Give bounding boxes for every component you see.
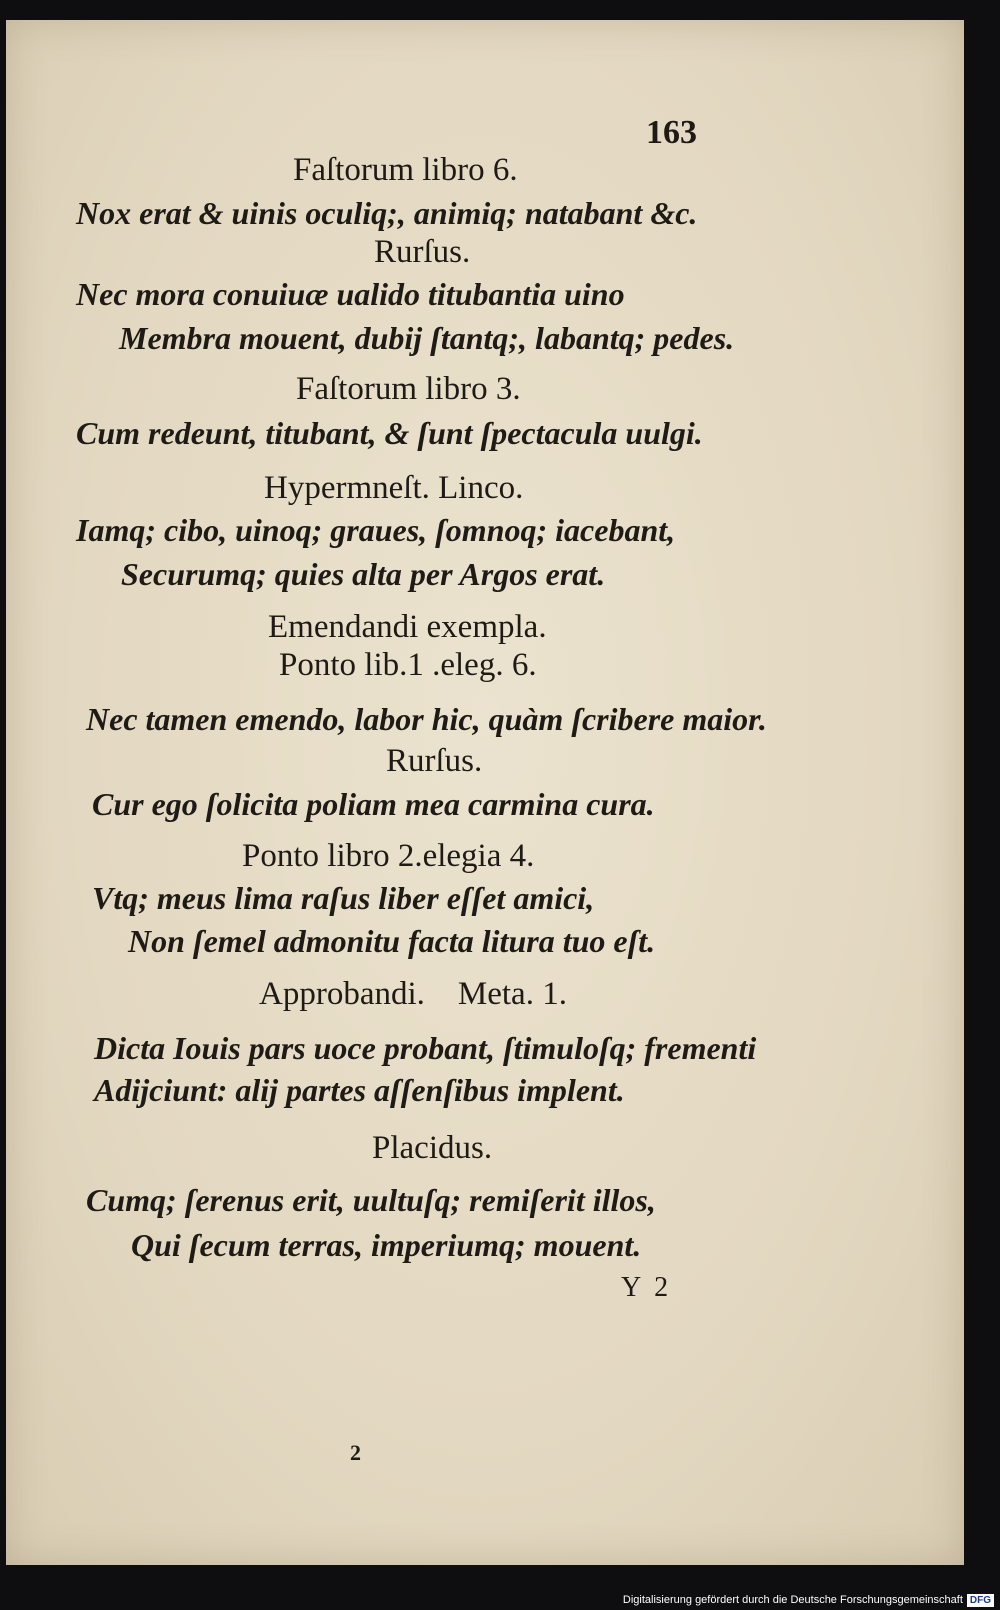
verse-line: Nec tamen emendo, labor hic, quàm ſcribere maior.	[86, 701, 767, 737]
credit-text: Digitalisierung gefördert durch die Deutsche Forschungsgemeinschaft	[622, 1594, 963, 1606]
verse-line: Non ſemel admonitu facta litura tuo eſt.	[128, 923, 656, 959]
dfg-logo: DFG	[967, 1594, 994, 1607]
digitization-credit	[623, 1591, 994, 1609]
heading-ponto-2: Ponto libro 2.elegia 4.	[242, 838, 535, 874]
catchword: 2	[350, 1440, 361, 1465]
verse-line: Cum redeunt, titubant, & ſunt ſpectacula uulgi.	[76, 415, 703, 451]
heading-approbandi: Approbandi. Meta. 1.	[259, 976, 567, 1012]
verse-line: Iamq; cibo, uinoq; graues, ſomnoq; iacebant,	[76, 512, 676, 548]
verse-line: Nec mora conuiuæ ualido titubantia uino	[76, 276, 625, 312]
verse-line: Cumq; ſerenus erit, uultuſq; remiſerit illos,	[86, 1182, 656, 1218]
verse-line: Vtq; meus lima raſus liber eſſet amici,	[92, 880, 595, 916]
heading-rursus: Rurſus.	[374, 234, 471, 270]
heading-rursus: Rurſus.	[386, 743, 483, 779]
verse-line: Qui ſecum terras, imperiumq; mouent.	[131, 1227, 642, 1263]
verse-line: Dicta Iouis pars uoce probant, ſtimuloſq; frementi	[94, 1030, 757, 1066]
heading-emendandi: Emendandi exempla.	[268, 609, 547, 645]
heading-ponto-1: Ponto lib.1 .eleg. 6.	[279, 647, 537, 683]
heading-hypermnest: Hypermneſt. Linco.	[264, 470, 524, 506]
heading-placidus: Placidus.	[372, 1130, 493, 1166]
verse-line: Securumq; quies alta per Argos erat.	[121, 556, 606, 592]
heading-fastorum-3: Faſtorum libro 3.	[296, 371, 521, 407]
verse-line: Membra mouent, dubij ſtantq;, labantq; pedes.	[119, 320, 735, 356]
page-number: 163	[646, 114, 697, 151]
verse-line: Nox erat & uinis oculiq;, animiq; natabant &c.	[76, 195, 698, 231]
heading-fastorum-6: Faſtorum libro 6.	[293, 152, 518, 188]
verse-line: Adijciunt: alij partes aſſenſibus implent.	[94, 1072, 625, 1108]
book-page	[6, 20, 964, 1565]
verse-line: Cur ego ſolicita poliam mea carmina cura.	[92, 786, 655, 822]
signature-mark: Y 2	[621, 1272, 669, 1303]
